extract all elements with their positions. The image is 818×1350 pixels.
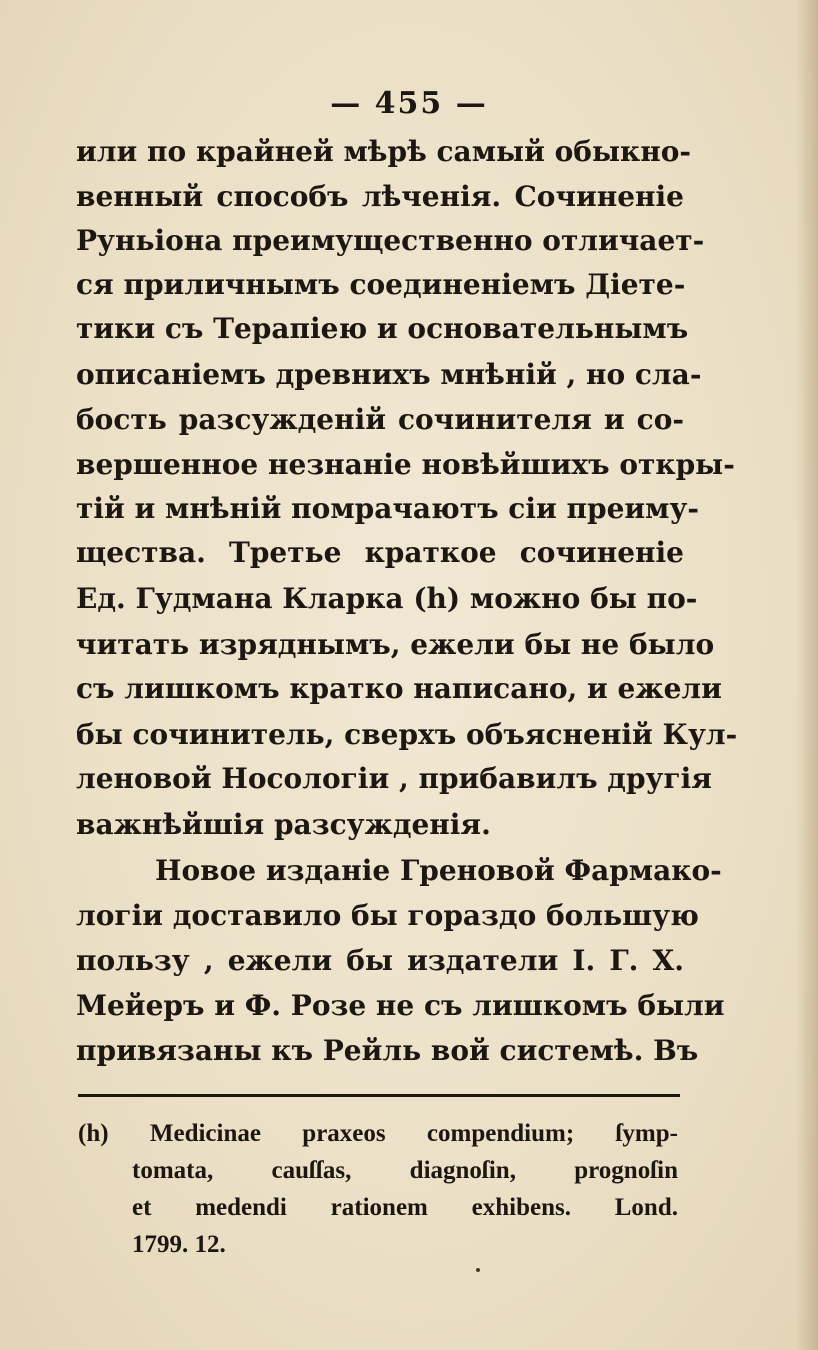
text-line: читать изряднымъ, ежели бы не было <box>76 628 715 661</box>
text-line: бы сочинитель, сверхъ объясненій Кул- <box>76 718 738 751</box>
footnote-rule <box>78 1094 680 1097</box>
footnote-line: 1799. 12. <box>132 1231 226 1258</box>
text-line: венный способъ лѣченія. Сочиненіе <box>76 180 684 213</box>
text-line: щества. Третье краткое сочиненіе <box>76 536 684 569</box>
text-line: привязаны къ Рейль вой системѣ. Въ <box>76 1034 699 1067</box>
text-line: Ед. Гудмана Кларка (h) можно бы по- <box>76 582 698 615</box>
text-line: или по крайней мѣрѣ самый обыкно- <box>76 135 692 168</box>
text-line: важнѣйшія разсужденія. <box>76 808 491 841</box>
text-line: Руньіона преимущественно отличает- <box>76 224 705 257</box>
footnote-line: tomata, cauſſas, diagnoſin, prognoſin <box>132 1157 678 1184</box>
text-line: съ лишкомъ кратко написано, и ежели <box>76 672 722 705</box>
text-line: леновой Носологіи , прибавилъ другія <box>76 762 712 795</box>
paragraph-first-line: Новое изданіе Греновой Фармако- <box>155 854 722 887</box>
text-line: логіи доставило бы гораздо большую <box>76 899 699 932</box>
page-number: — 455 — <box>330 86 488 121</box>
text-line: вершенное незнаніе новѣйшихъ откры- <box>76 448 735 481</box>
footnote-line: (h) Medicinae praxeos compendium; ſymp- <box>78 1120 678 1147</box>
ink-speck <box>476 1268 480 1272</box>
text-line: бость разсужденій сочинителя и со- <box>76 403 684 436</box>
text-line: тій и мнѣній помрачаютъ сіи преиму- <box>76 492 700 525</box>
text-line: описаніемъ древнихъ мнѣній , но сла- <box>76 358 702 391</box>
text-line: пользу , ежели бы издатели І. Г. Х. <box>76 944 684 977</box>
text-line: Мейеръ и Ф. Розе не съ лишкомъ были <box>76 989 725 1022</box>
page-edge-shadow <box>796 0 818 1350</box>
footnote-line: et medendi rationem exhibens. Lond. <box>132 1194 678 1221</box>
text-line: ся приличнымъ соединеніемъ Діете- <box>76 268 686 301</box>
text-line: тики съ Терапіею и основательнымъ <box>76 312 689 345</box>
